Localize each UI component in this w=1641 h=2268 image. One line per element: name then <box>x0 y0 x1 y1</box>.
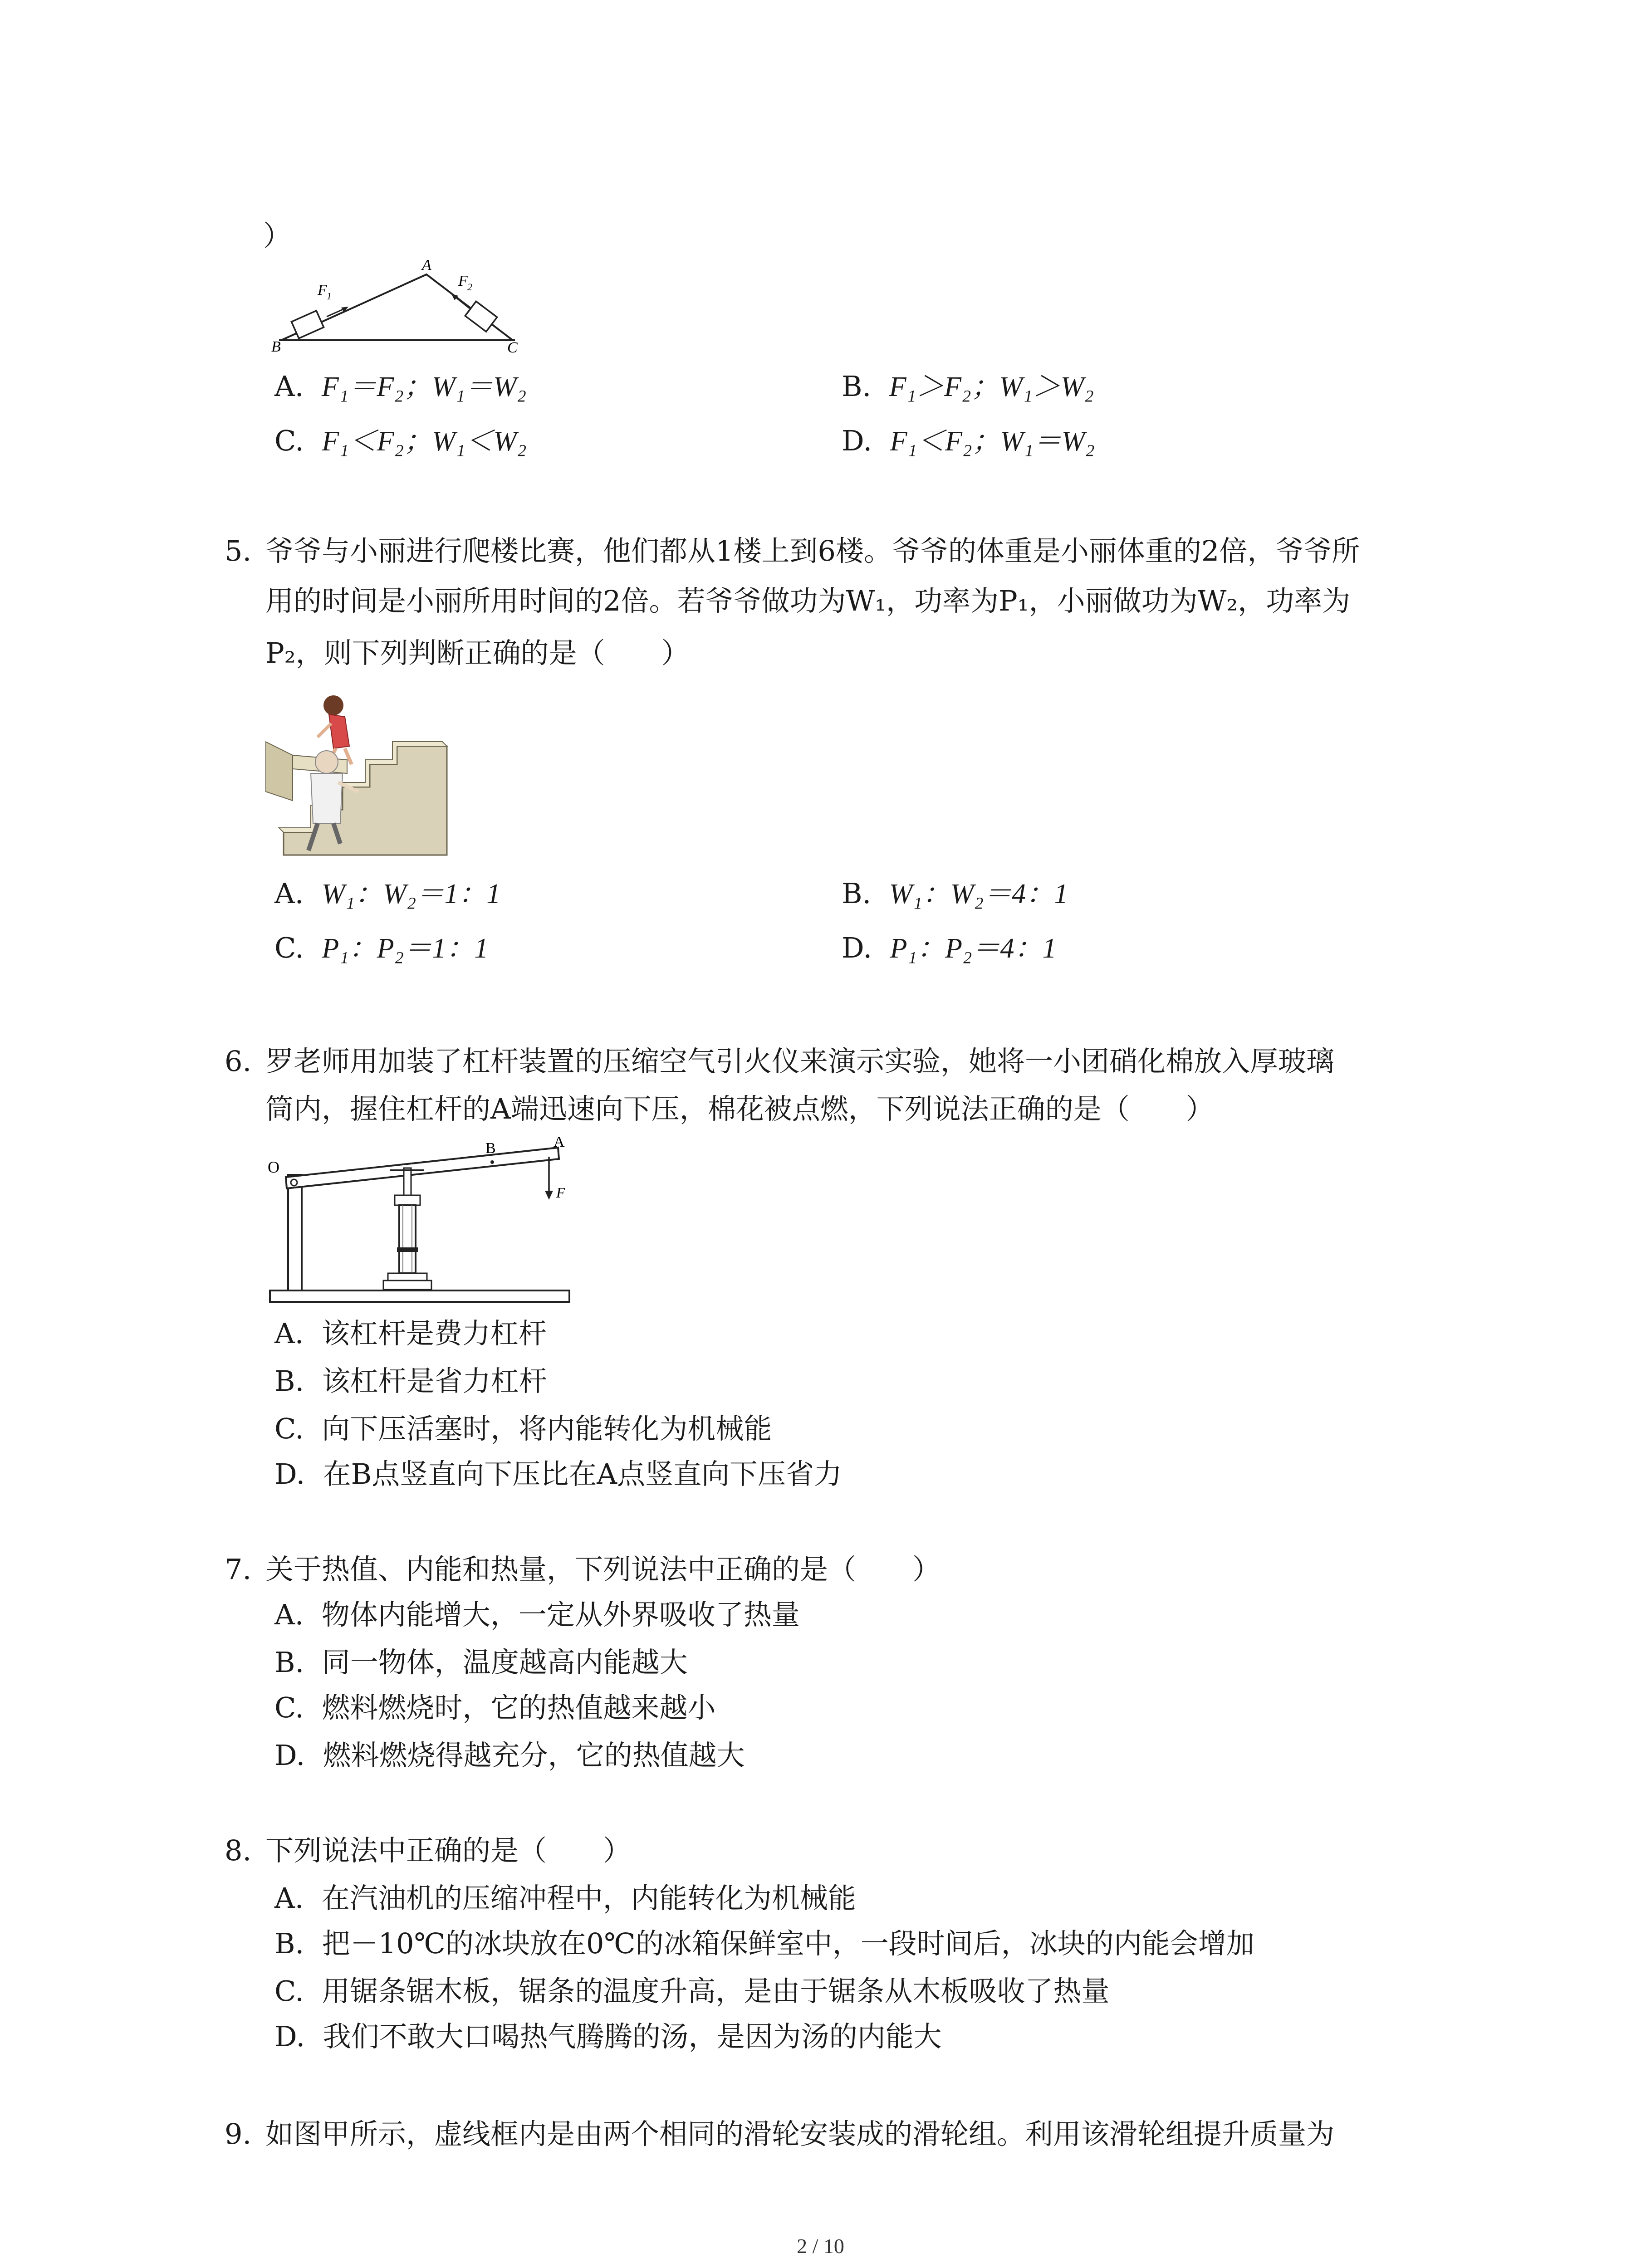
q5-stem-line2: 用的时间是小丽所用时间的2倍。若爷爷做功为W₁，功率为P₁，小丽做功为W₂，功率为 <box>265 584 1351 617</box>
q8-stem: 下列说法中正确的是（ ） <box>265 1834 632 1867</box>
q5-stem-line1: 爷爷与小丽进行爬楼比赛，他们都从1楼上到6楼。爷爷的体重是小丽体重的2倍，爷爷所 <box>265 534 1360 567</box>
label-C: C <box>507 339 518 354</box>
q7-stem: 关于热值、内能和热量，下列说法中正确的是（ ） <box>265 1553 941 1586</box>
q8-option-b: B. 把－10℃的冰块放在0℃的冰箱保鲜室中，一段时间后，冰块的内能会增加 <box>274 1927 1254 1960</box>
label-B: B <box>485 1140 496 1157</box>
q8-option-a: A. 在汽油机的压缩冲程中，内能转化为机械能 <box>274 1882 856 1915</box>
q6-option-a: A. 该杠杆是费力杠杆 <box>274 1317 547 1350</box>
q7-number: 7. <box>225 1553 252 1586</box>
q4-option-d: D. F₁＜F₂；W₁＝W₂ <box>842 424 1095 457</box>
q4-option-b: B. F₁＞F₂；W₁＞W₂ <box>842 370 1094 403</box>
q5-option-c: C. P₁：P₂＝1：1 <box>274 931 489 964</box>
q4-paren-close: ） <box>263 219 292 252</box>
label-F: F <box>556 1184 565 1201</box>
q6-stem-line2: 筒内，握住杠杆的A端迅速向下压，棉花被点燃，下列说法正确的是（ ） <box>265 1092 1214 1125</box>
q6-option-c: C. 向下压活塞时，将内能转化为机械能 <box>274 1412 772 1445</box>
q8-option-d: D. 我们不敢大口喝热气腾腾的汤，是因为汤的内能大 <box>274 2020 942 2053</box>
q6-stem-line1: 罗老师用加装了杠杆装置的压缩空气引火仪来演示实验，她将一小团硝化棉放入厚玻璃 <box>265 1045 1335 1078</box>
label-B: B <box>271 338 281 354</box>
q6-option-b: B. 该杠杆是省力杠杆 <box>274 1364 547 1398</box>
label-F1-sub: 1 <box>327 290 332 302</box>
label-A: A <box>422 259 431 274</box>
q7-option-a: A. 物体内能增大，一定从外界吸收了热量 <box>274 1598 800 1631</box>
label-A: A <box>554 1134 565 1150</box>
q8-option-c: C. 用锯条锯木板，锯条的温度升高，是由于锯条从木板吸收了热量 <box>274 1975 1110 2008</box>
q5-option-b: B. W₁：W₂＝4：1 <box>842 877 1068 910</box>
q6-option-d: D. 在B点竖直向下压比在A点竖直向下压省力 <box>274 1457 842 1491</box>
q8-number: 8. <box>225 1834 252 1867</box>
label-F2: F <box>458 273 468 289</box>
q5-number: 5. <box>225 534 252 567</box>
lever-igniter-figure <box>268 1134 576 1311</box>
label-F2-sub: 2 <box>467 281 472 293</box>
page-number: 2 / 10 <box>797 2234 844 2258</box>
stairs-climbing-figure <box>265 687 456 864</box>
q6-number: 6. <box>225 1045 252 1078</box>
q9-number: 9. <box>225 2117 252 2151</box>
incline-figure <box>268 259 531 354</box>
q9-stem-line1: 如图甲所示，虚线框内是由两个相同的滑轮安装成的滑轮组。利用该滑轮组提升质量为 <box>265 2117 1335 2151</box>
q5-option-d: D. P₁：P₂＝4：1 <box>842 931 1057 964</box>
q4-option-c: C. F₁＜F₂；W₁＜W₂ <box>274 424 527 457</box>
q7-option-d: D. 燃料燃烧得越充分，它的热值越大 <box>274 1739 745 1772</box>
q5-option-a: A. W₁：W₂＝1：1 <box>274 877 501 910</box>
q7-option-c: C. 燃料燃烧时，它的热值越来越小 <box>274 1691 716 1724</box>
q7-option-b: B. 同一物体，温度越高内能越大 <box>274 1646 688 1679</box>
q4-option-a: A. F₁＝F₂；W₁＝W₂ <box>274 370 527 403</box>
label-F1: F <box>318 282 327 298</box>
label-O: O <box>268 1158 279 1176</box>
q5-stem-line3: P₂，则下列判断正确的是（ ） <box>265 636 690 670</box>
